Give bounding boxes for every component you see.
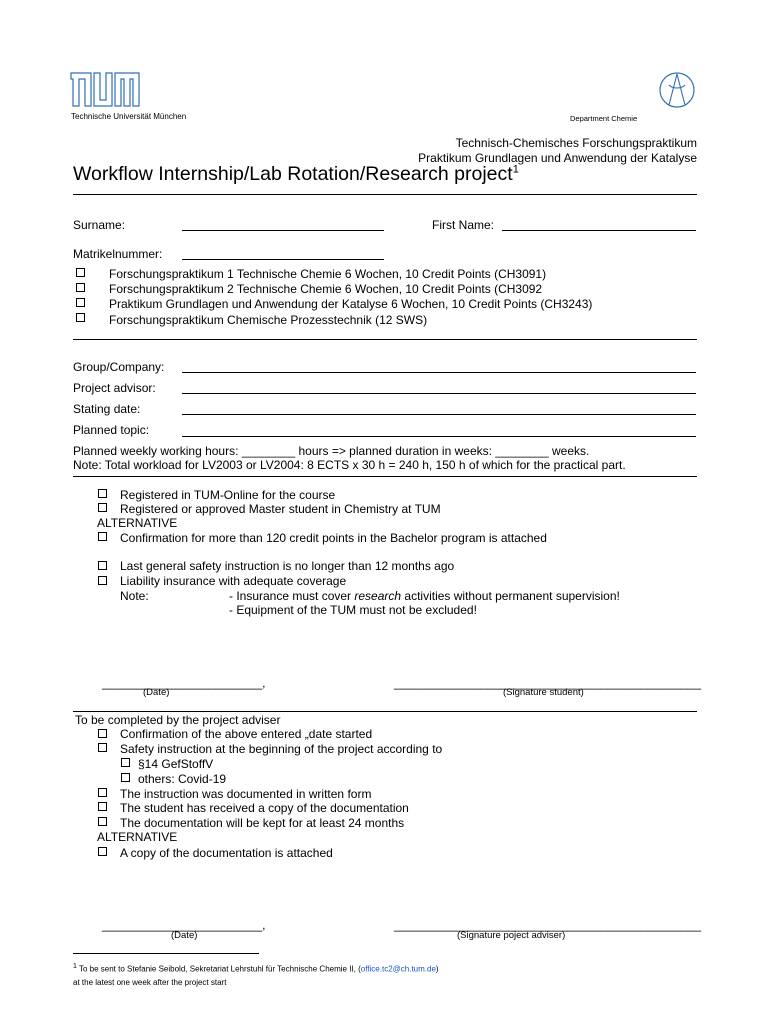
email-link[interactable]: office.tc2@ch.tum.de	[360, 964, 436, 974]
section-divider-2	[73, 476, 697, 477]
date-confirmation-checkbox[interactable]	[98, 729, 107, 738]
student-date-label: (Date)	[143, 687, 170, 698]
adviser-alternative-label: ALTERNATIVE	[97, 830, 178, 844]
course-2-checkbox[interactable]	[76, 283, 85, 292]
footnote-line-1	[73, 963, 439, 974]
adviser-signature-label: (Signature poject adviser)	[457, 930, 566, 941]
insurance-note-a: - Insurance must cover	[229, 589, 355, 603]
start-date-label: Stating date:	[73, 402, 141, 416]
equipment-note: - Equipment of the TUM must not be excluded!	[229, 603, 477, 617]
insurance-note-emphasis: research	[354, 589, 402, 603]
page-title	[73, 163, 519, 186]
matrikel-field[interactable]	[182, 259, 384, 260]
group-label: Group/Company:	[73, 360, 165, 374]
safety-instruction-checkbox[interactable]	[98, 561, 107, 570]
course-4-checkbox[interactable]	[76, 313, 85, 322]
credit-points-checkbox[interactable]	[98, 532, 107, 541]
adviser-date-label: (Date)	[171, 930, 198, 941]
gefstoffv-label: §14 GefStoffV	[138, 757, 214, 771]
subtitle-line-2: Praktikum Grundlagen und Anwendung der Katalyse	[418, 151, 697, 165]
copy-attached-checkbox[interactable]	[98, 847, 107, 856]
safety-project-checkbox[interactable]	[98, 743, 107, 752]
insurance-note	[229, 589, 620, 603]
page-title-text: Workflow Internship/Lab Rotation/Research project	[73, 163, 513, 185]
copy-attached-label: A copy of the documentation is attached	[120, 846, 333, 860]
documented-checkbox[interactable]	[98, 788, 107, 797]
credit-points-label: Confirmation for more than 120 credit points in the Bachelor program is attached	[120, 531, 547, 545]
master-student-label: Registered or approved Master student in Chemistry at TUM	[120, 502, 441, 516]
alternative-label: ALTERNATIVE	[97, 516, 178, 530]
title-footnote-marker: 1	[512, 163, 519, 176]
footnote-marker: 1	[73, 963, 77, 970]
course-1-checkbox[interactable]	[76, 268, 85, 277]
tum-logo	[70, 72, 140, 108]
safety-project-label: Safety instruction at the beginning of the project according to	[120, 742, 443, 756]
copy-received-label: The student has received a copy of the documentation	[120, 801, 409, 815]
liability-insurance-label: Liability insurance with adequate coverage	[120, 574, 347, 588]
surname-label: Surname:	[73, 218, 126, 232]
documented-label: The instruction was documented in written form	[120, 787, 372, 801]
workload-note: Note: Total workload for LV2003 or LV2004: 8 ECTS x 30 h = 240 h, 150 h of which for the practical part.	[73, 458, 626, 472]
insurance-note-b: activities without permanent supervision!	[401, 589, 620, 603]
group-field[interactable]	[182, 372, 696, 373]
covid-checkbox[interactable]	[121, 773, 130, 782]
first-name-label: First Name:	[432, 218, 495, 232]
tum-online-label: Registered in TUM-Online for the course	[120, 488, 336, 502]
course-2-label: Forschungspraktikum 2 Technische Chemie 6 Wochen, 10 Credit Points (CH3092	[109, 282, 543, 296]
note-label: Note:	[120, 589, 149, 603]
surname-field[interactable]	[182, 230, 384, 231]
student-signature-line[interactable]: ______________________________________________	[394, 676, 701, 690]
footnote-line-2: at the latest one week after the project start	[73, 978, 227, 987]
working-hours-text: Planned weekly working hours: ________ hours => planned duration in weeks: ________ weeks.	[73, 444, 590, 458]
department-logo-icon	[657, 71, 697, 109]
student-signature-label: (Signature student)	[503, 687, 584, 698]
advisor-field[interactable]	[182, 393, 696, 394]
topic-label: Planned topic:	[73, 423, 150, 437]
course-3-checkbox[interactable]	[76, 298, 85, 307]
footnote-divider	[73, 953, 259, 954]
copy-received-checkbox[interactable]	[98, 802, 107, 811]
kept-24-months-label: The documentation will be kept for at least 24 months	[120, 816, 405, 830]
section-divider-3	[73, 711, 697, 712]
section-divider-1	[73, 339, 697, 340]
liability-insurance-checkbox[interactable]	[98, 576, 107, 585]
covid-label: others: Covid-19	[138, 772, 227, 786]
course-3-label: Praktikum Grundlagen und Anwendung der Katalyse 6 Wochen, 10 Credit Points (CH3243)	[109, 297, 593, 311]
course-1-label: Forschungspraktikum 1 Technische Chemie 6 Wochen, 10 Credit Points (CH3091)	[109, 267, 547, 281]
kept-24-months-checkbox[interactable]	[98, 817, 107, 826]
adviser-signature-line[interactable]: ______________________________________________	[394, 918, 701, 932]
university-name: Technische Universität München	[71, 112, 187, 121]
master-student-checkbox[interactable]	[98, 503, 107, 512]
advisor-label: Project advisor:	[73, 381, 156, 395]
title-divider	[73, 194, 697, 195]
topic-field[interactable]	[182, 436, 696, 437]
safety-instruction-label: Last general safety instruction is no longer than 12 months ago	[120, 559, 455, 573]
department-name: Department Chemie	[570, 114, 638, 123]
adviser-heading: To be completed by the project adviser	[75, 713, 281, 727]
tum-online-checkbox[interactable]	[98, 489, 107, 498]
student-date-line[interactable]: ________________________,	[102, 676, 266, 690]
subtitle-line-1: Technisch-Chemisches Forschungspraktikum	[455, 136, 697, 150]
first-name-field[interactable]	[502, 230, 696, 231]
start-date-field[interactable]	[182, 414, 696, 415]
date-confirmation-label: Confirmation of the above entered „date started	[120, 727, 373, 741]
matrikel-label: Matrikelnummer:	[73, 247, 163, 261]
adviser-date-line[interactable]: ________________________,	[102, 918, 266, 932]
footnote-text-a: To be sent to Stefanie Seibold, Sekretariat Lehrstuhl für Technische Chemie II, (	[76, 964, 361, 974]
course-4-label: Forschungspraktikum Chemische Prozesstechnik (12 SWS)	[109, 313, 428, 327]
footnote-text-b: )	[435, 964, 439, 974]
gefstoffv-checkbox[interactable]	[121, 758, 130, 767]
